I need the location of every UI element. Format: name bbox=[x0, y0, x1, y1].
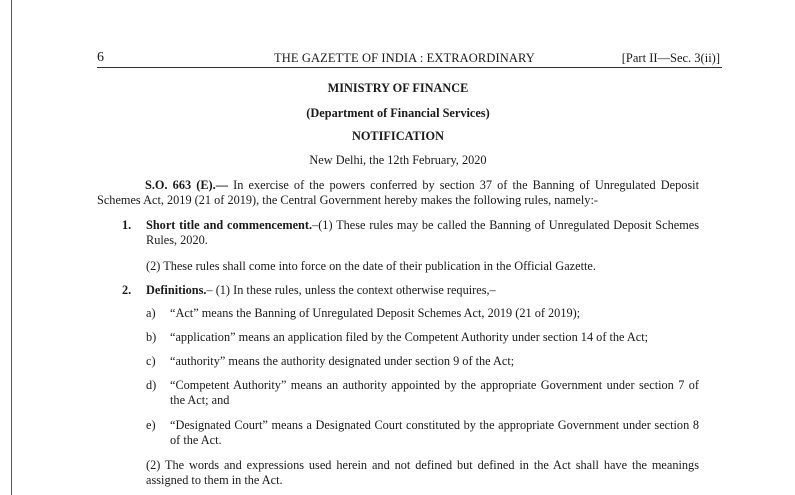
clause-c-letter: c) bbox=[146, 354, 156, 368]
clause-a-letter: a) bbox=[146, 306, 156, 320]
order-reference: S.O. 663 (E).— bbox=[145, 178, 229, 192]
rule-1-subrule-2: (2) These rules shall come into force on the date of their publication in the Official Gazette. bbox=[146, 259, 596, 273]
part-section: [Part II—Sec. 3(ii)] bbox=[621, 51, 720, 65]
clause-a-text: “Act” means the Banning of Unregulated Deposit Schemes Act, 2019 (21 of 2019); bbox=[170, 306, 581, 320]
preamble-text: In exercise of the powers conferred by section 37 of the Banning of Unregulated Deposit Schemes Act, 2019 (21 of 2019), the Central Government hereby makes the following rules, namely:- bbox=[97, 178, 699, 207]
header-divider bbox=[97, 67, 722, 68]
page-number: 6 bbox=[97, 50, 104, 65]
clause-d-text: “Competent Authority” means an authority appointed by the appropriate Government under section 7 of the Act; and bbox=[170, 378, 699, 407]
clause-b-letter: b) bbox=[146, 330, 157, 344]
clause-e-letter: e) bbox=[146, 418, 156, 432]
rule-2-number: 2. bbox=[122, 283, 132, 297]
clause-c-text: “authority” means the authority designated under section 9 of the Act; bbox=[170, 354, 515, 368]
rule-2-text-block bbox=[146, 283, 699, 298]
rule-1-heading: Short title and commencement. bbox=[146, 218, 313, 232]
rule-2-text: – (1) In these rules, unless the context otherwise requires,– bbox=[206, 283, 496, 297]
page-left-border bbox=[11, 0, 12, 495]
ministry-title: MINISTRY OF FINANCE bbox=[327, 81, 469, 95]
place-date: New Delhi, the 12th February, 2020 bbox=[309, 153, 487, 167]
notification-title: NOTIFICATION bbox=[351, 129, 444, 143]
rule-2-heading: Definitions. bbox=[146, 283, 207, 297]
preamble bbox=[97, 178, 699, 207]
clause-b-text: “application” means an application filed by the Competent Authority under section 14 of the Act; bbox=[170, 330, 649, 344]
department-title: (Department of Financial Services) bbox=[306, 106, 490, 120]
rule-1-text: –(1) These rules may be called the Banning of Unregulated Deposit Schemes Rules, 2020. bbox=[146, 218, 700, 247]
gazette-title: THE GAZETTE OF INDIA : EXTRAORDINARY bbox=[274, 51, 535, 65]
clause-d-letter: d) bbox=[146, 378, 157, 392]
rule-2-subrule-2: (2) The words and expressions used herein and not defined but defined in the Act shall have the meanings assigned to them in the Act. bbox=[146, 458, 699, 487]
rule-1-number: 1. bbox=[122, 218, 132, 232]
clause-e-text: “Designated Court” means a Designated Court constituted by the appropriate Government under section 8 of the Act. bbox=[170, 418, 699, 447]
rule-1-text-block bbox=[146, 218, 699, 247]
gazette-header bbox=[97, 50, 722, 68]
